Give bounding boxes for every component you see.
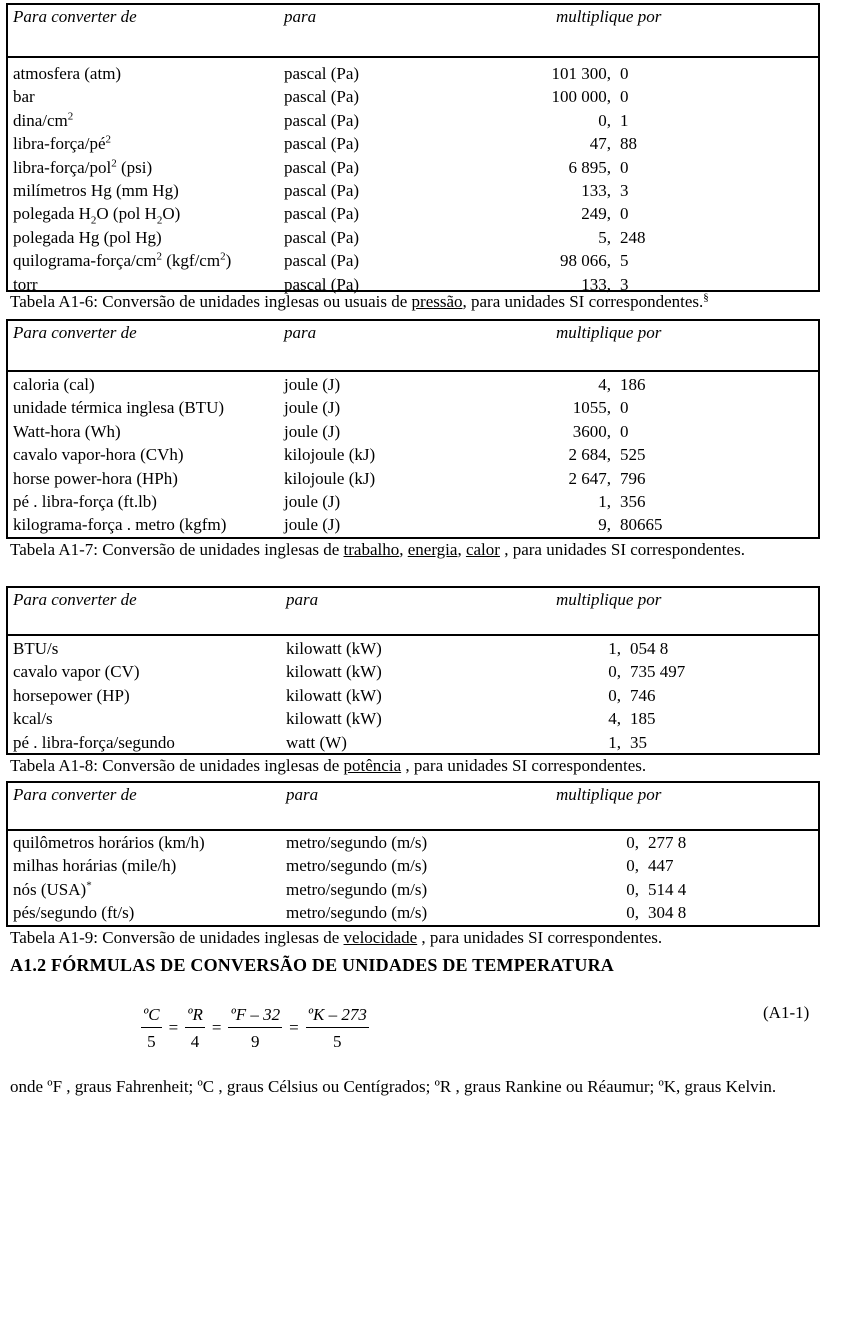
factor-decimal: 185 — [630, 709, 656, 729]
unit-text: polegada Hg (pol Hg) — [13, 227, 162, 247]
cell-factor — [521, 396, 686, 419]
caption-a1-9 — [10, 928, 662, 948]
cell-to-unit: metro/segundo (m/s) — [286, 856, 428, 876]
unit-text: (psi) — [116, 157, 153, 177]
cell-from-unit — [13, 179, 179, 202]
unit-text: O) — [162, 204, 181, 224]
header-from: Para converter de — [13, 7, 137, 26]
cell-factor — [521, 420, 686, 443]
equals-sign: = — [211, 1018, 222, 1037]
cell-from-unit — [13, 62, 121, 85]
cell-from-unit — [13, 467, 178, 490]
factor-decimal: 0 — [620, 421, 629, 441]
caption-underlined: velocidade — [343, 928, 418, 947]
denominator: 4 — [190, 1031, 200, 1051]
table-row — [8, 202, 818, 225]
cell-to-unit: pascal (Pa) — [284, 110, 360, 130]
factor-decimal: 0 — [620, 204, 629, 224]
cell-factor — [521, 132, 686, 155]
caption-underlined: pressão — [411, 292, 463, 311]
caption-text: , para unidades SI correspondentes. — [417, 928, 663, 947]
cell-to-unit: pascal (Pa) — [284, 64, 360, 83]
cell-factor — [549, 901, 728, 924]
unit-text: 2 — [156, 214, 163, 227]
cell-factor — [521, 513, 686, 536]
unit-text: atmosfera (atm) — [13, 64, 122, 83]
factor-integer: 101 300, — [551, 64, 611, 83]
caption-text: , para unidades SI correspondentes. — [401, 756, 647, 775]
factor-decimal: 525 — [620, 445, 646, 465]
cell-to-unit: kilowatt (kW) — [286, 685, 382, 705]
cell-from-unit — [13, 854, 176, 877]
cell-from-unit — [13, 490, 157, 513]
cell-from-unit — [13, 249, 231, 272]
factor-integer: 0, — [626, 856, 639, 876]
cell-from-unit — [13, 731, 175, 754]
cell-to-unit: pascal (Pa) — [284, 251, 360, 271]
factor-decimal: 735 497 — [630, 662, 686, 682]
table-row — [8, 443, 818, 466]
cell-to-unit: kilowatt (kW) — [286, 709, 382, 729]
cell-from-unit — [13, 660, 140, 683]
table-row — [8, 249, 818, 272]
table-header — [8, 783, 818, 831]
table-header — [8, 5, 818, 58]
cell-to-unit: pascal (Pa) — [284, 204, 360, 224]
table-a1-8 — [6, 586, 820, 755]
factor-integer: 133, — [581, 274, 611, 294]
cell-from-unit — [13, 637, 58, 660]
factor-decimal: 746 — [630, 685, 656, 705]
cell-to-unit: pascal (Pa) — [284, 134, 360, 154]
cell-to-unit: kilowatt (kW) — [286, 639, 382, 658]
cell-factor — [531, 660, 710, 683]
unit-text: 2 — [220, 250, 226, 263]
cell-factor — [531, 684, 710, 707]
table-row — [8, 132, 818, 155]
factor-decimal: 5 — [620, 251, 629, 271]
cell-factor — [521, 490, 686, 513]
factor-decimal: 277 8 — [648, 833, 687, 852]
table-row — [8, 490, 818, 513]
factor-integer: 100 000, — [551, 87, 611, 107]
table-body — [8, 58, 818, 296]
cell-to-unit: joule (J) — [284, 398, 341, 418]
factor-decimal: 447 — [648, 856, 674, 876]
table-row — [8, 660, 818, 683]
unit-text: libra-força/pé — [13, 134, 106, 154]
table-row — [8, 878, 818, 901]
cell-factor — [521, 62, 686, 85]
unit-text: nós (USA) — [13, 879, 87, 899]
unit-text: 2 — [105, 133, 111, 146]
factor-integer: 5, — [598, 227, 611, 247]
factor-integer: 98 066, — [560, 251, 611, 271]
cell-to-unit: pascal (Pa) — [284, 274, 360, 294]
caption-underlined: energia — [407, 540, 458, 559]
cell-factor — [521, 109, 686, 132]
numerator: ºF – 32 — [228, 1005, 282, 1028]
factor-integer: 2 684, — [568, 445, 611, 465]
unit-text: milímetros Hg (mm Hg) — [13, 180, 179, 200]
formula-explanation: onde ºF , graus Fahrenheit; ºC , graus Célsius ou Centígrados; ºR , graus Rankine ou Réaumur; ºK, graus Kelvin. — [10, 1077, 777, 1096]
unit-text: libra-força/pol — [13, 157, 112, 177]
equals-sign: = — [168, 1018, 179, 1037]
unit-text: pés/segundo (ft/s) — [13, 903, 135, 923]
unit-text: unidade térmica inglesa (BTU) — [13, 398, 225, 418]
table-row — [8, 85, 818, 108]
factor-integer: 249, — [581, 204, 611, 224]
caption-a1-7 — [10, 538, 816, 561]
factor-integer: 47, — [589, 134, 611, 154]
cell-factor — [521, 249, 686, 272]
cell-factor — [549, 878, 728, 901]
cell-from-unit — [13, 85, 35, 108]
unit-text: caloria (cal) — [13, 375, 95, 394]
cell-to-unit: joule (J) — [284, 421, 341, 441]
cell-to-unit: pascal (Pa) — [284, 227, 360, 247]
factor-integer: 4, — [598, 375, 611, 394]
factor-decimal: 0 — [620, 64, 629, 83]
header-to: para — [286, 785, 319, 804]
cell-to-unit: pascal (Pa) — [284, 157, 360, 177]
table-body — [8, 372, 818, 537]
factor-decimal: 3 — [620, 180, 629, 200]
caption-a1-6 — [10, 292, 709, 312]
table-a1-9 — [6, 781, 820, 927]
factor-decimal: 248 — [620, 227, 646, 247]
unit-text: cavalo vapor (CV) — [13, 662, 140, 682]
unit-text: BTU/s — [13, 639, 59, 658]
factor-decimal: 0 — [620, 157, 629, 177]
factor-decimal: 0 — [620, 87, 629, 107]
table-row — [8, 513, 818, 536]
unit-text: torr — [13, 274, 38, 294]
table-row — [8, 831, 818, 854]
factor-integer: 1055, — [572, 398, 611, 418]
unit-text: (kgf/cm — [162, 251, 221, 271]
table-row — [8, 707, 818, 730]
table-row — [8, 373, 818, 396]
unit-text: 2 — [156, 250, 162, 263]
header-mult: multiplique por — [556, 7, 662, 26]
table-a1-7 — [6, 319, 820, 539]
table-row — [8, 179, 818, 202]
caption-underlined: calor — [465, 540, 500, 559]
factor-decimal: 88 — [620, 134, 637, 154]
cell-factor — [531, 707, 710, 730]
caption-underlined: potência — [343, 756, 402, 775]
table-row — [8, 396, 818, 419]
factor-decimal: 186 — [620, 375, 646, 394]
cell-to-unit: metro/segundo (m/s) — [286, 833, 428, 852]
caption-text: Tabela A1-9: Conversão de unidades inglesas de — [10, 928, 344, 947]
cell-from-unit — [13, 684, 130, 707]
cell-to-unit: pascal (Pa) — [284, 87, 360, 107]
cell-from-unit — [13, 109, 73, 132]
factor-integer: 0, — [626, 833, 639, 852]
cell-to-unit: joule (J) — [284, 375, 341, 394]
cell-from-unit — [13, 878, 92, 901]
table-row — [8, 156, 818, 179]
cell-from-unit — [13, 831, 205, 854]
unit-text: polegada H — [13, 204, 91, 224]
table-body — [8, 831, 818, 925]
cell-to-unit: pascal (Pa) — [284, 180, 360, 200]
table-header — [8, 321, 818, 372]
unit-text: pé . libra-força (ft.lb) — [13, 491, 157, 511]
unit-text: Watt-hora (Wh) — [13, 421, 121, 441]
factor-integer: 2 647, — [568, 468, 611, 488]
table-row — [8, 109, 818, 132]
factor-decimal: 35 — [630, 732, 647, 752]
factor-integer: 6 895, — [568, 157, 611, 177]
factor-decimal: 304 8 — [648, 903, 687, 923]
unit-text: horse power-hora (HPh) — [13, 468, 178, 488]
table-row — [8, 901, 818, 924]
cell-factor — [549, 831, 728, 854]
cell-from-unit — [13, 226, 162, 249]
fraction — [141, 1005, 162, 1052]
table-row — [8, 62, 818, 85]
unit-text: quilômetros horários (km/h) — [13, 833, 205, 852]
unit-text: 2 — [90, 214, 97, 227]
cell-factor — [521, 179, 686, 202]
cell-from-unit — [13, 443, 184, 466]
cell-factor — [531, 637, 710, 660]
cell-from-unit — [13, 373, 95, 396]
factor-decimal: 0 — [620, 398, 629, 418]
caption-underlined: trabalho — [343, 540, 400, 559]
fraction — [306, 1005, 369, 1052]
numerator: ºR — [185, 1005, 205, 1028]
factor-integer: 0, — [608, 662, 621, 682]
cell-to-unit: watt (W) — [286, 732, 347, 752]
header-from: Para converter de — [13, 590, 137, 609]
unit-text: cavalo vapor-hora (CVh) — [13, 445, 184, 465]
table-row — [8, 637, 818, 660]
caption-footnote-mark: § — [703, 291, 709, 304]
section-heading: A1.2 FÓRMULAS DE CONVERSÃO DE UNIDADES DE TEMPERATURA — [10, 955, 614, 975]
factor-integer: 3600, — [572, 421, 611, 441]
header-mult: multiplique por — [556, 323, 662, 342]
caption-text: , — [399, 540, 408, 559]
caption-text: Tabela A1-6: Conversão de unidades inglesas ou usuais de — [10, 292, 412, 311]
factor-integer: 133, — [581, 180, 611, 200]
numerator: ºC — [141, 1005, 162, 1028]
cell-from-unit — [13, 901, 134, 924]
header-from: Para converter de — [13, 785, 137, 804]
table-row — [8, 731, 818, 754]
denominator: 9 — [251, 1031, 260, 1051]
factor-integer: 0, — [608, 685, 621, 705]
unit-text: bar — [13, 87, 35, 107]
unit-text: kcal/s — [13, 709, 53, 729]
header-mult: multiplique por — [556, 590, 662, 609]
caption-text: , para unidades SI correspondentes. — [499, 540, 745, 559]
unit-text: milhas horárias (mile/h) — [13, 856, 177, 876]
factor-decimal: 796 — [620, 468, 646, 488]
table-row — [8, 684, 818, 707]
header-to: para — [284, 323, 317, 342]
cell-to-unit: metro/segundo (m/s) — [286, 879, 428, 899]
table-body — [8, 636, 818, 754]
factor-integer: 0, — [598, 110, 611, 130]
factor-decimal: 356 — [620, 491, 646, 511]
factor-integer: 0, — [626, 879, 639, 899]
cell-from-unit — [13, 202, 180, 225]
cell-from-unit — [13, 707, 53, 730]
caption-a1-8 — [10, 756, 646, 776]
equals-sign: = — [289, 1018, 299, 1037]
cell-to-unit: kilowatt (kW) — [286, 662, 382, 682]
cell-from-unit — [13, 513, 226, 536]
factor-decimal: 80665 — [620, 515, 663, 535]
denominator: 5 — [333, 1031, 342, 1051]
cell-to-unit: kilojoule (kJ) — [284, 468, 376, 488]
header-to: para — [286, 590, 319, 609]
factor-decimal: 054 8 — [630, 639, 669, 658]
cell-from-unit — [13, 156, 152, 179]
cell-to-unit: joule (J) — [284, 515, 341, 535]
factor-integer: 1, — [598, 491, 611, 511]
factor-integer: 0, — [626, 903, 639, 923]
table-row — [8, 420, 818, 443]
equation-number: (A1-1) — [763, 1003, 810, 1022]
caption-text: Tabela A1-7: Conversão de unidades inglesas de — [10, 540, 344, 559]
table-header — [8, 588, 818, 636]
fraction — [185, 1005, 205, 1052]
caption-text: , para unidades SI correspondentes. — [462, 292, 704, 311]
cell-factor — [521, 226, 686, 249]
unit-text: ) — [225, 251, 232, 271]
factor-integer: 1, — [608, 732, 621, 752]
cell-from-unit — [13, 132, 111, 155]
cell-to-unit: joule (J) — [284, 491, 341, 511]
factor-decimal: 1 — [620, 110, 629, 130]
table-a1-6 — [6, 3, 820, 292]
header-from: Para converter de — [13, 323, 137, 342]
cell-factor — [521, 467, 686, 490]
fraction — [228, 1005, 282, 1052]
cell-factor — [531, 731, 710, 754]
unit-text: 2 — [67, 110, 74, 123]
factor-integer: 9, — [598, 515, 611, 535]
unit-text: 2 — [111, 156, 117, 169]
cell-from-unit — [13, 396, 224, 419]
caption-text: Tabela A1-8: Conversão de unidades inglesas de — [10, 756, 344, 775]
cell-to-unit: kilojoule (kJ) — [284, 445, 376, 465]
table-row — [8, 226, 818, 249]
cell-factor — [549, 854, 728, 877]
table-row — [8, 467, 818, 490]
factor-integer: 1, — [608, 639, 621, 658]
unit-text: * — [86, 879, 92, 892]
unit-text: kilograma-força . metro (kgfm) — [13, 515, 227, 535]
cell-factor — [521, 85, 686, 108]
unit-text: pé . libra-força/segundo — [13, 732, 175, 752]
cell-from-unit — [13, 420, 121, 443]
cell-factor — [521, 156, 686, 179]
factor-decimal: 3 — [620, 274, 629, 294]
cell-factor — [521, 373, 686, 396]
factor-integer: 4, — [608, 709, 621, 729]
cell-to-unit: metro/segundo (m/s) — [286, 903, 428, 923]
unit-text: dina/cm — [13, 110, 68, 130]
unit-text: quilograma-força/cm — [13, 251, 157, 271]
unit-text: horsepower (HP) — [13, 685, 130, 705]
temperature-formula — [137, 1003, 373, 1053]
unit-text: O (pol H — [96, 204, 157, 224]
header-to: para — [284, 7, 317, 26]
factor-decimal: 514 4 — [648, 879, 687, 899]
cell-factor — [521, 202, 686, 225]
header-mult: multiplique por — [556, 785, 662, 804]
table-row — [8, 854, 818, 877]
denominator: 5 — [147, 1031, 156, 1051]
caption-text: , — [457, 540, 466, 559]
cell-factor — [521, 443, 686, 466]
numerator: ºK – 273 — [306, 1005, 369, 1028]
